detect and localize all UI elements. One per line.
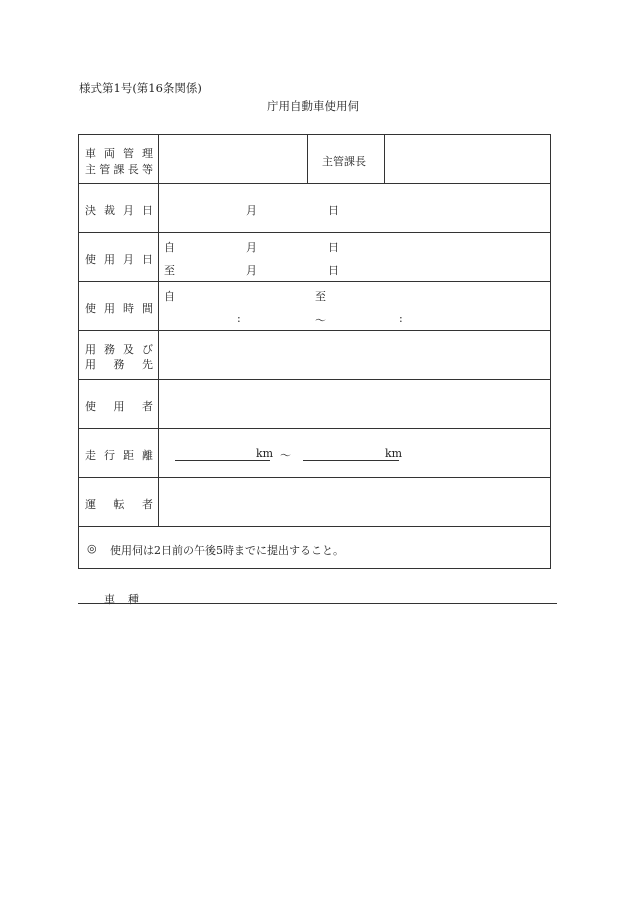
usage-time-from-colon: : [237,312,241,325]
usage-time-label: 使 用 時 間 [85,302,153,315]
note-mark: ◎ [87,542,97,555]
distance-tilde: 〜 [280,449,291,462]
section-chief-label: 主管課長 [322,155,366,168]
purpose-label-line2: 用 務 先 [85,358,153,371]
distance-end-field[interactable] [303,460,399,461]
note-text: 使用伺は2日前の午後5時までに提出すること。 [110,544,344,557]
user-field[interactable] [159,380,551,428]
manager-label-line2: 主 管 課 長 等 [85,163,153,176]
approval-month: 月 [246,204,257,217]
document-title: 庁用自動車使用伺 [267,99,359,113]
usage-time-from: 自 [164,290,175,303]
manager-sign-cell[interactable] [159,135,307,183]
usage-time-to: 至 [315,290,326,303]
driver-label: 運 転 者 [85,498,153,511]
usage-date-label: 使 用 月 日 [85,253,153,266]
distance-end-unit: km [385,447,403,460]
distance-start-field[interactable] [175,460,270,461]
car-type-label: 車 種 [104,593,139,606]
purpose-field[interactable] [159,331,551,379]
usage-date-to-month: 月 [246,264,257,277]
approval-date-label: 決 裁 月 日 [85,204,153,217]
usage-date-from-day: 日 [328,241,339,254]
car-type-field[interactable] [78,603,557,604]
usage-time-to-colon: : [399,312,403,325]
driver-field[interactable] [159,478,551,526]
user-label: 使 用 者 [85,400,153,413]
approval-day: 日 [328,204,339,217]
purpose-label-line1: 用 務 及 び [85,343,153,356]
usage-time-tilde: 〜 [315,314,326,327]
usage-date-from-month: 月 [246,241,257,254]
distance-label: 走 行 距 離 [85,449,153,462]
usage-date-from: 自 [164,241,175,254]
distance-start-unit: km [256,447,274,460]
form-number: 様式第1号(第16条関係) [79,81,202,95]
usage-form-table [78,134,551,569]
section-chief-sign-cell[interactable] [385,135,551,183]
usage-date-to: 至 [164,264,175,277]
manager-label-line1: 車 両 管 理 [85,147,153,160]
usage-date-to-day: 日 [328,264,339,277]
